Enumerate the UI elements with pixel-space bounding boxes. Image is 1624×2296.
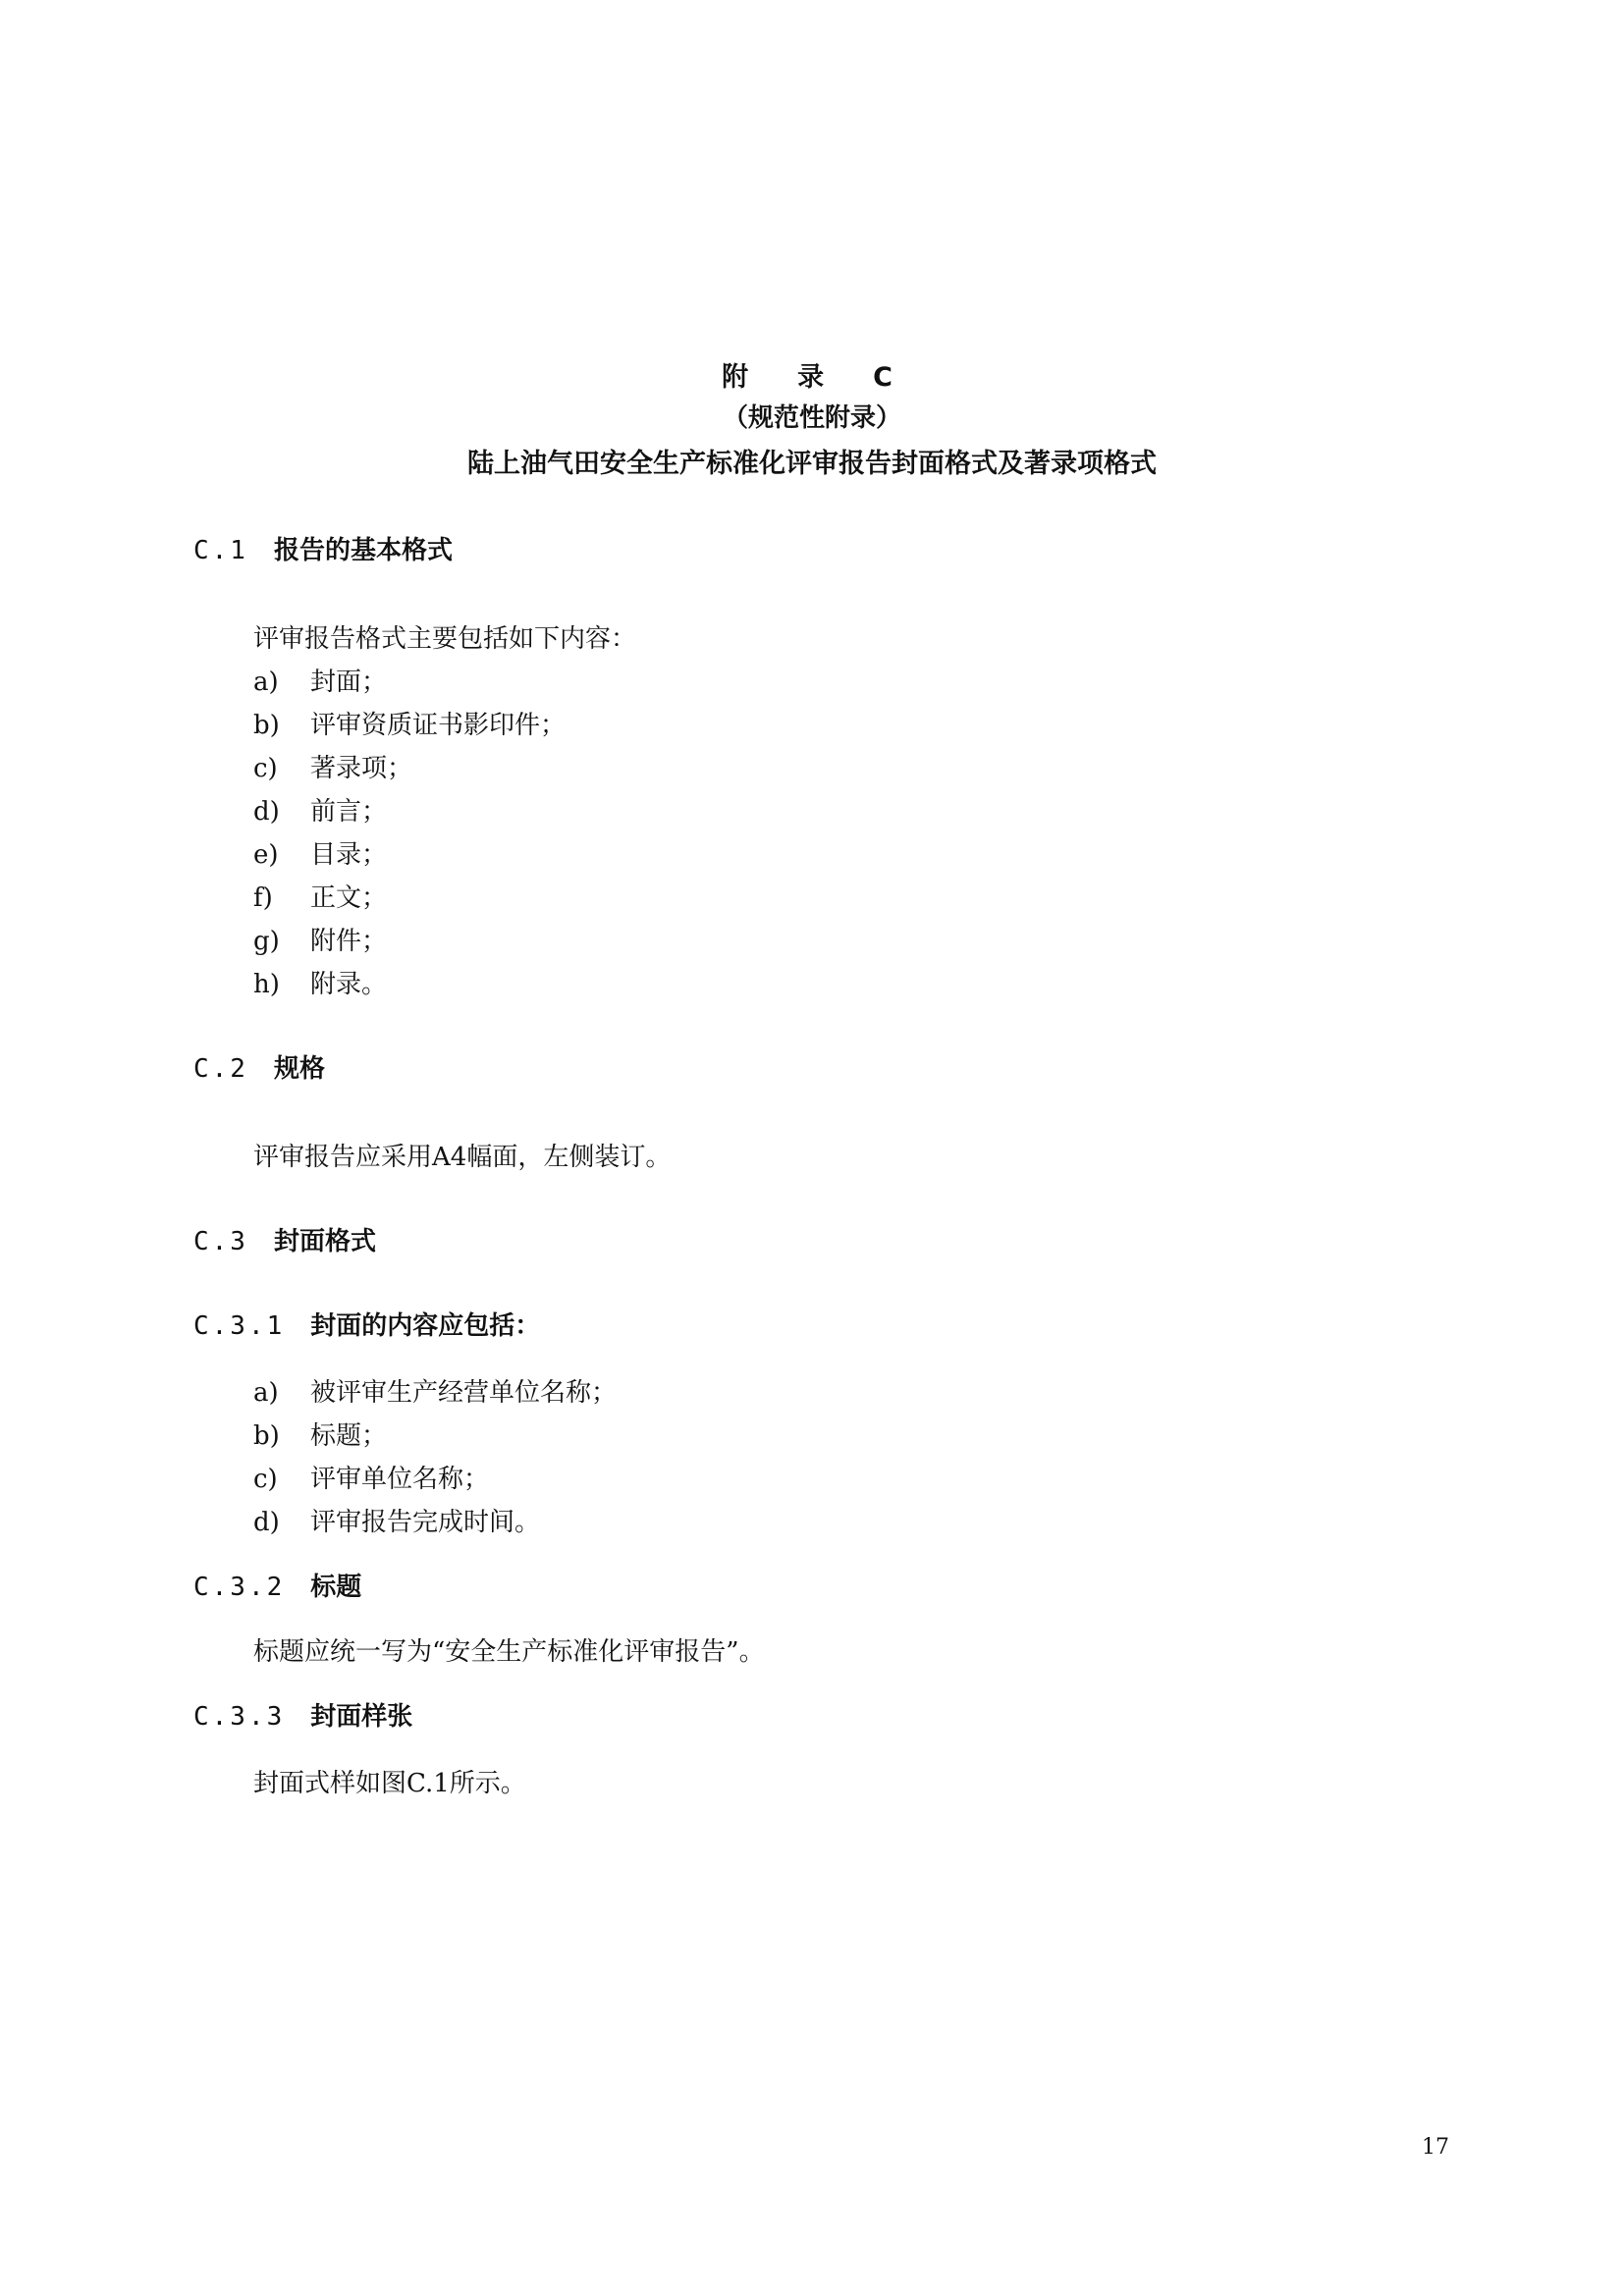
list-marker: d): [253, 1508, 280, 1537]
section-number: C.3.1: [193, 1311, 286, 1341]
list-marker: b): [253, 1421, 280, 1451]
section-intro: 评审报告格式主要包括如下内容：: [253, 624, 637, 654]
list-marker: a): [253, 667, 279, 697]
section-number: C.1: [193, 536, 248, 565]
section-title: 标题: [310, 1573, 362, 1602]
section-heading-c3-2: [193, 1567, 361, 1603]
list-item: [253, 1415, 387, 1452]
section-number: C.3.2: [193, 1573, 286, 1602]
list-item: [253, 1372, 617, 1409]
section-number: C.2: [193, 1054, 248, 1084]
list-text: 前言；: [310, 797, 388, 827]
list-item: [253, 921, 387, 957]
section-heading-c3-3: [193, 1696, 412, 1733]
list-text: 评审资质证书影印件；: [310, 711, 567, 740]
list-item: [253, 748, 412, 784]
section-title: 报告的基本格式: [273, 536, 453, 565]
section-title: 封面样张: [310, 1702, 413, 1732]
list-text: 封面；: [310, 667, 388, 697]
list-item: [253, 878, 387, 914]
list-item: [253, 791, 387, 828]
list-text: 标题；: [310, 1421, 388, 1451]
appendix-label: [0, 355, 1624, 394]
appendix-type: （规范性附录）: [722, 403, 901, 433]
list-text: 正文；: [310, 883, 388, 913]
section-heading-c1: [193, 530, 453, 566]
list-text: 评审单位名称；: [310, 1465, 490, 1494]
section-paragraph: 评审报告应采用A4幅面，左侧装订。: [253, 1143, 672, 1172]
appendix-label-char-1: 附: [722, 362, 759, 393]
list-marker: g): [253, 927, 280, 956]
list-text: 附件；: [310, 927, 388, 956]
list-text: 著录项；: [310, 754, 413, 783]
appendix-label-letter: C: [873, 362, 902, 393]
list-marker: h): [253, 970, 280, 999]
list-marker: e): [253, 840, 279, 870]
list-item: [253, 662, 387, 698]
list-item: [253, 1459, 489, 1495]
section-paragraph: 标题应统一写为“安全生产标准化评审报告”。: [253, 1637, 765, 1667]
list-marker: f): [253, 883, 273, 913]
section-title: 规格: [273, 1054, 325, 1084]
list-marker: a): [253, 1378, 279, 1408]
section-heading-c2: [193, 1048, 325, 1085]
section-title: 封面格式: [273, 1227, 376, 1256]
list-item: [253, 705, 566, 741]
section-paragraph: 封面式样如图C.1所示。: [253, 1769, 526, 1798]
list-marker: d): [253, 797, 280, 827]
page-number: 17: [1422, 2135, 1449, 2160]
list-text: 评审报告完成时间。: [310, 1508, 541, 1537]
list-text: 附录。: [310, 970, 388, 999]
section-title: 封面的内容应包括：: [310, 1311, 541, 1341]
list-marker: c): [253, 1465, 278, 1494]
list-marker: c): [253, 754, 278, 783]
appendix-title: 陆上油气田安全生产标准化评审报告封面格式及著录项格式: [467, 449, 1157, 479]
list-text: 被评审生产经营单位名称；: [310, 1378, 618, 1408]
section-number: C.3.3: [193, 1702, 286, 1732]
appendix-label-char-2: 录: [797, 362, 835, 393]
section-heading-c3: [193, 1221, 376, 1257]
list-marker: b): [253, 711, 280, 740]
list-item: [253, 834, 387, 871]
list-text: 目录；: [310, 840, 388, 870]
list-item: [253, 964, 387, 1000]
section-number: C.3: [193, 1227, 248, 1256]
section-heading-c3-1: [193, 1306, 540, 1342]
list-item: [253, 1502, 540, 1538]
